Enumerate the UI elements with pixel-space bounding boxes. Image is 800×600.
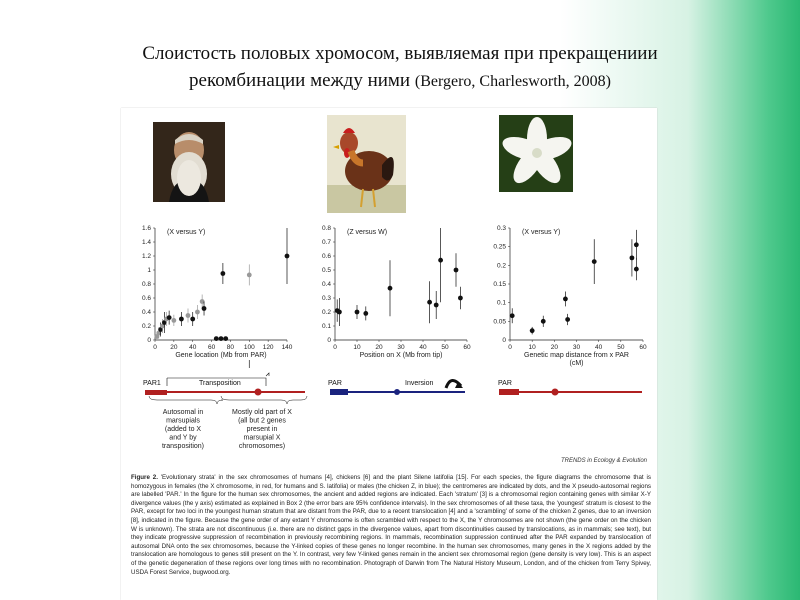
y-tick-label: 0.4 [141,309,151,316]
y-tick-label: 1 [147,267,151,274]
data-point [247,273,252,278]
note-line: Mostly old part of X [232,409,292,416]
y-tick-label: 0.2 [496,262,506,270]
data-point [592,259,597,264]
chicken-par-block [330,389,348,395]
data-point [223,336,228,341]
chart-chicken-z-vs-w [301,218,481,368]
x-axis-label-unit: (cM) [569,360,584,367]
y-tick-label: 1.4 [141,239,151,246]
x-tick-label: 0 [333,344,337,351]
caption-lead: Figure 2. [131,474,158,481]
x-tick-label: 80 [226,344,235,351]
y-tick-label: 0.2 [141,323,151,330]
note-line: and Y by [169,434,197,442]
y-tick-label: 0.6 [321,253,331,260]
data-point [167,315,172,320]
x-tick-label: 20 [550,344,558,351]
data-point [190,317,195,322]
x-tick-label: 10 [528,344,536,351]
y-tick-label: 0 [147,337,151,344]
data-point [220,271,225,276]
data-point [434,303,439,308]
y-tick-label: 1.6 [141,225,151,232]
darwin-portrait-image [153,122,225,202]
x-tick-label: 100 [243,344,255,351]
chromosome-diagrams [121,370,657,470]
source-label: TRENDS in Ecology & Evolution [560,458,647,464]
chart-silene-x-vs-y [476,218,657,368]
title-citation: (Bergero, Charlesworth, 2008) [414,73,611,90]
y-tick-label: 0.6 [141,295,151,302]
y-tick-label: 0 [327,337,331,344]
data-point [186,313,191,318]
data-point [195,310,200,315]
data-point [214,336,219,341]
x-tick-label: 40 [419,344,427,351]
note-line: present in [246,426,278,433]
y-tick-label: 0.3 [321,295,331,302]
y-tick-label: 0.3 [496,225,506,232]
chart-title: (X versus Y) [167,229,206,236]
x-axis-label: Gene location (Mb from PAR) [175,352,267,359]
data-point [179,317,184,322]
y-tick-label: 0.7 [321,239,331,246]
transposition-arrow [266,373,269,376]
note-line: Autosomal in [162,409,204,416]
data-point [219,336,224,341]
x-tick-label: 40 [189,344,197,351]
data-point [171,318,176,323]
inversion-label: Inversion [405,380,434,387]
note-line: (added to X [164,426,202,433]
data-point [634,242,639,247]
data-point [438,258,443,263]
data-point [563,297,568,302]
transposition-label: Transposition [199,380,241,387]
data-point [202,306,207,311]
note-line: marsupials [166,417,200,425]
y-tick-label: 0.1 [496,299,506,307]
y-tick-label: 0.15 [493,281,506,288]
silene-centromere-dot [552,389,559,396]
y-tick-label: 0.5 [321,267,331,274]
x-tick-label: 20 [375,344,383,351]
figure-panel [121,108,657,600]
title-line-2-text: рекомбинации между ними [189,70,411,91]
x-axis-label: Position on X (Mb from tip) [359,352,443,359]
title-line-2 [40,67,760,95]
x-axis-label: Genetic map distance from x PAR [524,352,629,359]
autosomal-brace [149,396,223,404]
y-tick-label: 0.4 [321,281,331,288]
x-tick-label: 60 [207,344,216,351]
data-point [388,286,393,291]
caption-body: 'Evolutionary strata' in the sex chromosomes of humans [4], chickens [6] and the plant Silene latifolia [15]. For each species, the figure diagrams the chromosome that is homozygous in females (the X chromosome, in red, for humans and S. latifolia) or males (the chicken Z, in blue); the centromeres are indicated by dots, and the X pseudo-autosomal regions are labelled 'PAR.' In the figure for the human sex chromosomes, the ancient and added regions are indicated. Each 'stratum' [3] is a chromosomal region containing genes with similar X-Y divergence values (the y axis) estimated as explained in Box 2 (the error bars are 95% confidence intervals). In the sex chromosomes of all these taxa, the 'youngest' stratum is closest to the PAR, except for two loci in the youngest human stratum that are distant from the PAR, due to a recent translocation [4] and a 'scrambling' of some of the chicken Z genes, due to an inversion [8], indicated in the figure. Because the gene order of any extant Y chromosome is often scrambled with respect to the X, the Y chromosomes are not shown (the gene order on the chicken W is unknown). The strata are not discontinuous (i.e. there are no distinct gaps in the divergence values, apart from discontinuities caused by translocations, as in mammals; see text), but they indicate progressive suppression of recombination in previously recombining regions. In mammals, recombination suppression continued after the PAR expanded by translocation of autosomal DNA onto the sex chromosomes, because the Y-linked copies of these genes no longer recombine. In the human sex chromosomes, many genes in the X regions added by the translocation are homologous to genes still present on the Y. In contrast, very few Y-linked genes remain in the ancient sex chromosomal region (gene density is very low). This is an aspect of the genetic degeneration of these regions over long times with no recombination. Photograph of Darwin from The Natural History Museum, London, and of the chicken from Terry Spivey, USDA Forest Service, bugwood.org. [131,474,651,576]
chicken-par-label: PAR [328,380,342,387]
note-line: (all but 2 genes [238,417,286,425]
x-tick-label: 50 [617,344,625,351]
note-line: marsupial X [243,434,281,442]
x-tick-label: 60 [463,344,471,351]
x-tick-label: 20 [170,344,178,351]
y-tick-label: 0.2 [321,309,331,316]
title-line-1: Слоистость половых хромосом, выявляемая при прекращениии [142,43,658,64]
data-point [427,300,432,305]
x-tick-label: 140 [281,344,293,351]
chicken-centromere-dot [394,389,400,395]
silene-par-label: PAR [498,380,512,387]
silene-flower-image [499,115,573,192]
silene-par-block [499,389,519,395]
data-point [285,254,290,259]
x-tick-label: 0 [153,344,157,351]
data-point [363,311,368,316]
x-tick-label: 30 [397,344,405,351]
data-point [355,310,360,315]
x-tick-label: 40 [595,344,603,351]
slide-title [40,40,760,95]
data-point [454,268,459,273]
y-tick-label: 1.2 [141,253,151,260]
data-point [630,255,635,260]
figure-caption [131,474,651,577]
y-tick-label: 0.05 [493,318,506,326]
x-tick-label: 10 [353,344,361,351]
x-tick-label: 50 [441,344,449,351]
chicken-image [327,115,406,213]
y-tick-label: 0.8 [141,281,151,288]
x-tick-label: 0 [508,344,512,351]
data-point [634,267,639,272]
y-tick-label: 0 [502,337,506,344]
y-tick-label: 0.1 [321,323,331,330]
data-point [541,319,546,324]
autosomal-note [162,409,204,450]
y-tick-label: 0.25 [493,243,506,251]
x-tick-label: 120 [262,344,274,351]
human-par-label: PAR1 [143,380,161,387]
x-tick-label: 60 [639,344,647,351]
note-line: transposition) [161,443,205,450]
chart-human-x-vs-y [121,218,301,368]
human-centromere-dot [255,389,262,396]
note-line: chromosomes) [238,443,286,450]
y-tick-label: 0.8 [321,225,331,232]
chart-title: (X versus Y) [522,229,561,236]
data-point [458,296,463,301]
old-part-note [232,409,292,450]
x-tick-label: 30 [572,344,581,351]
human-par-block [145,390,167,395]
data-point [530,328,535,333]
old-part-brace [221,396,307,404]
chart-title: (Z versus W) [347,229,388,236]
data-point [510,313,515,318]
data-point [337,310,342,315]
data-point [565,317,570,322]
